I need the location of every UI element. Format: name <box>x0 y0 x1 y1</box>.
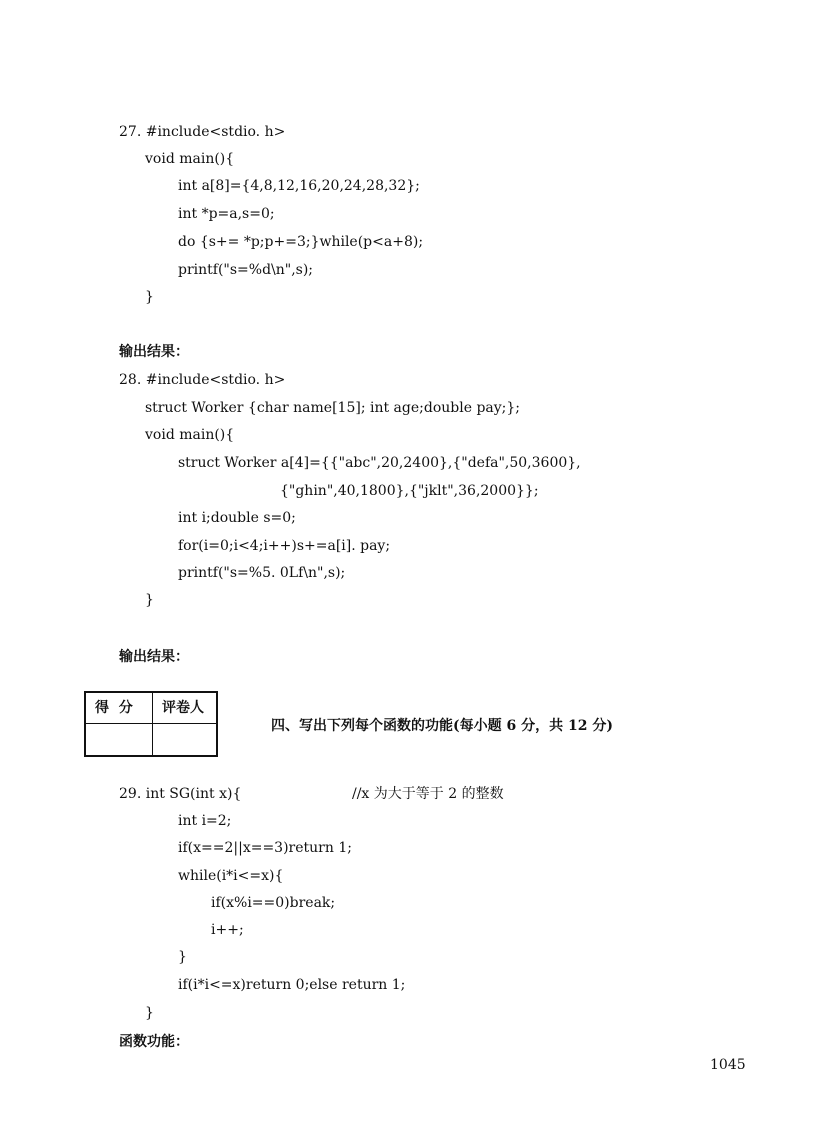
q29-code-line: if(x%i==0)break; <box>211 895 336 911</box>
q27-code-line: int a[8]={4,8,12,16,20,24,28,32}; <box>178 178 420 194</box>
score-label: 得 分 <box>95 700 133 716</box>
score-table <box>84 691 218 757</box>
q28-output-label: 输出结果： <box>119 649 189 665</box>
q29-code-line: i++; <box>211 922 244 938</box>
q29-code-line: if(i*i<=x)return 0;else return 1; <box>178 977 406 993</box>
q28-code-line: } <box>145 592 154 608</box>
q28-code-line: for(i=0;i<4;i++)s+=a[i]. pay; <box>178 538 391 554</box>
q28-code-line: int i;double s=0; <box>178 510 296 526</box>
q28-header: 28. #include<stdio. h> <box>119 372 286 388</box>
q27-code-line: do {s+= *p;p+=3;}while(p<a+8); <box>178 234 424 250</box>
q28-code-line: struct Worker a[4]={{"abc",20,2400},{"defa",50,3600}, <box>178 455 581 471</box>
q27-output-label: 输出结果： <box>119 344 189 360</box>
table-divider <box>86 723 216 724</box>
q28-code-line: struct Worker {char name[15]; int age;double pay;}; <box>145 400 521 416</box>
q29-comment: //x 为大于等于 2 的整数 <box>352 786 504 802</box>
q29-header: 29. int SG(int x){ <box>119 786 242 802</box>
q29-code-line: int i=2; <box>178 813 232 829</box>
page-number: 1045 <box>710 1057 746 1073</box>
q29-code-line: while(i*i<=x){ <box>178 868 284 884</box>
grader-label: 评卷人 <box>162 700 204 716</box>
q28-code-line: {"ghin",40,1800},{"jklt",36,2000}}; <box>280 483 539 499</box>
section-title: 四、写出下列每个函数的功能(每小题 6 分，共 12 分) <box>271 718 613 734</box>
q29-function-label: 函数功能： <box>119 1034 189 1050</box>
q27-code-line: } <box>145 289 154 305</box>
q29-code-line: if(x==2||x==3)return 1; <box>178 840 352 856</box>
q27-code-line: int *p=a,s=0; <box>178 206 275 222</box>
q28-code-line: void main(){ <box>145 427 235 443</box>
q27-header: 27. #include<stdio. h> <box>119 124 286 140</box>
q29-code-line: } <box>178 949 187 965</box>
q27-code-line: printf("s=%d\n",s); <box>178 262 314 278</box>
q28-code-line: printf("s=%5. 0Lf\n",s); <box>178 565 346 581</box>
table-divider <box>152 693 153 755</box>
q27-code-line: void main(){ <box>145 151 235 167</box>
q29-code-line: } <box>145 1005 154 1021</box>
